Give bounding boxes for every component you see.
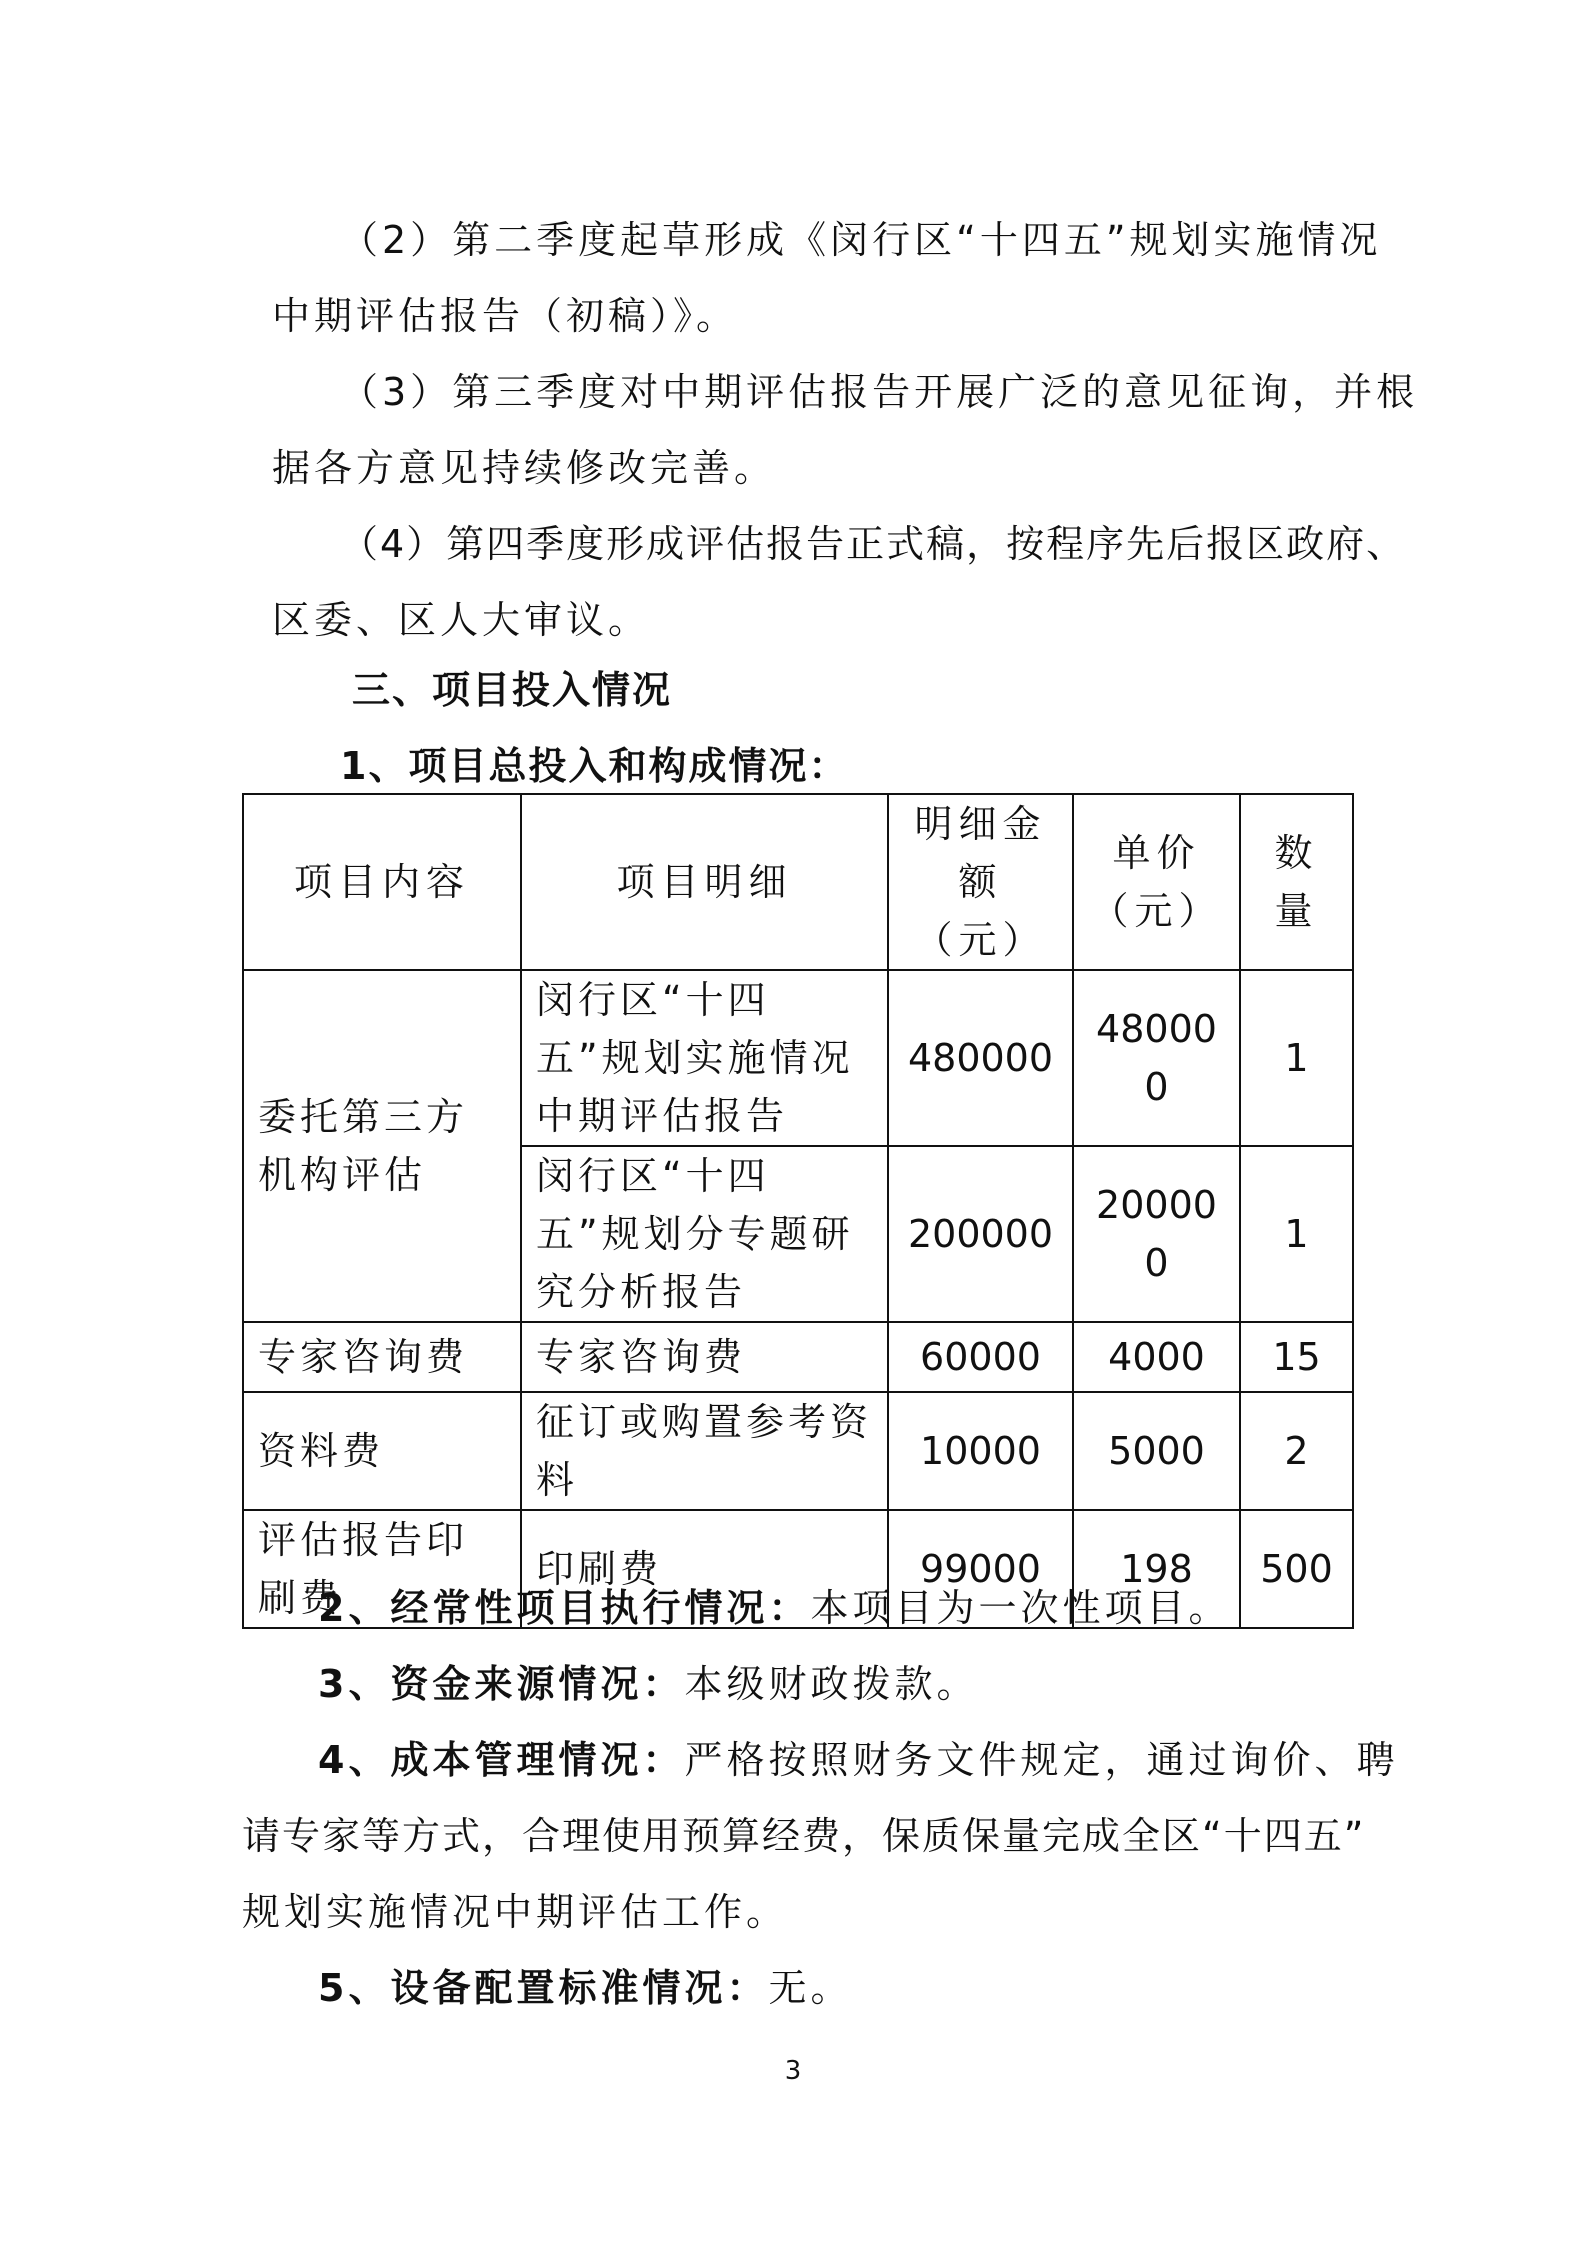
item-2-label: 2、经常性项目执行情况： bbox=[318, 1586, 811, 1630]
cell-amount: 99000 bbox=[888, 1510, 1073, 1628]
paragraph-2-line-1: （2）第二季度起草形成《闵行区“十四五”规划实施情况 bbox=[340, 218, 1382, 262]
section-3-subtitle-1: 1、项目总投入和构成情况： bbox=[340, 744, 849, 788]
header-content: 项目内容 bbox=[243, 794, 521, 970]
cell-detail: 闵行区“十四五”规划实施情况中期评估报告 bbox=[521, 970, 888, 1146]
section-3-title: 三、项目投入情况 bbox=[352, 668, 673, 712]
table-row bbox=[243, 1322, 1353, 1392]
cell-detail: 印刷费 bbox=[521, 1510, 888, 1628]
item-4-label: 4、成本管理情况： bbox=[318, 1738, 685, 1782]
cell-quantity: 500 bbox=[1240, 1510, 1353, 1628]
item-4-line-3: 规划实施情况中期评估工作。 bbox=[242, 1890, 789, 1934]
cell-unit-price: 4000 bbox=[1073, 1322, 1240, 1392]
cell-amount: 480000 bbox=[888, 970, 1073, 1146]
table-row bbox=[243, 1392, 1353, 1510]
cell-amount: 10000 bbox=[888, 1392, 1073, 1510]
cell-content: 委托第三方机构评估 bbox=[243, 970, 521, 1322]
item-4-line-1 bbox=[318, 1734, 1398, 1786]
paragraph-2-line-2: 中期评估报告（初稿）》。 bbox=[272, 294, 739, 338]
paragraph-4-line-2: 区委、区人大审议。 bbox=[272, 598, 651, 642]
cell-content: 专家咨询费 bbox=[243, 1322, 521, 1392]
item-3-text: 本级财政拨款。 bbox=[684, 1662, 979, 1706]
cost-table bbox=[242, 793, 1354, 1629]
header-detail: 项目明细 bbox=[521, 794, 888, 970]
header-quantity: 数量 bbox=[1240, 794, 1353, 970]
cell-quantity: 1 bbox=[1240, 970, 1353, 1146]
table-row bbox=[243, 970, 1353, 1146]
item-2 bbox=[318, 1582, 1230, 1634]
page-number: 3 bbox=[784, 2056, 802, 2086]
table-header-row bbox=[243, 794, 1353, 970]
header-amount: 明细金额（元） bbox=[888, 794, 1073, 970]
cell-quantity: 2 bbox=[1240, 1392, 1353, 1510]
cell-amount: 200000 bbox=[888, 1146, 1073, 1322]
cell-detail: 征订或购置参考资料 bbox=[521, 1392, 888, 1510]
item-2-text: 本项目为一次性项目。 bbox=[810, 1586, 1231, 1630]
item-5-label: 5、设备配置标准情况： bbox=[318, 1966, 769, 2010]
cell-content: 评估报告印刷费 bbox=[243, 1510, 521, 1628]
cell-unit-price: 198 bbox=[1073, 1510, 1240, 1628]
cell-unit-price: 5000 bbox=[1073, 1392, 1240, 1510]
cell-detail: 闵行区“十四五”规划分专题研究分析报告 bbox=[521, 1146, 888, 1322]
cell-content: 资料费 bbox=[243, 1392, 521, 1510]
item-5-text: 无。 bbox=[768, 1966, 853, 2010]
item-4-text-1: 严格按照财务文件规定，通过询价、聘 bbox=[684, 1738, 1399, 1782]
item-3 bbox=[318, 1658, 978, 1710]
item-4-line-2: 请专家等方式，合理使用预算经费，保质保量完成全区“十四五” bbox=[242, 1814, 1366, 1858]
cell-amount: 60000 bbox=[888, 1322, 1073, 1392]
cell-quantity: 15 bbox=[1240, 1322, 1353, 1392]
item-3-label: 3、资金来源情况： bbox=[318, 1662, 685, 1706]
cell-detail: 专家咨询费 bbox=[521, 1322, 888, 1392]
header-unit-price: 单价（元） bbox=[1073, 794, 1240, 970]
paragraph-3-line-2: 据各方意见持续修改完善。 bbox=[272, 446, 777, 490]
item-5 bbox=[318, 1962, 852, 2014]
cell-unit-price: 480000 bbox=[1073, 970, 1240, 1146]
cell-quantity: 1 bbox=[1240, 1146, 1353, 1322]
paragraph-4-line-1: （4）第四季度形成评估报告正式稿，按程序先后报区政府、 bbox=[340, 522, 1407, 566]
paragraph-3-line-1: （3）第三季度对中期评估报告开展广泛的意见征询，并根 bbox=[340, 370, 1419, 414]
cell-unit-price: 200000 bbox=[1073, 1146, 1240, 1322]
